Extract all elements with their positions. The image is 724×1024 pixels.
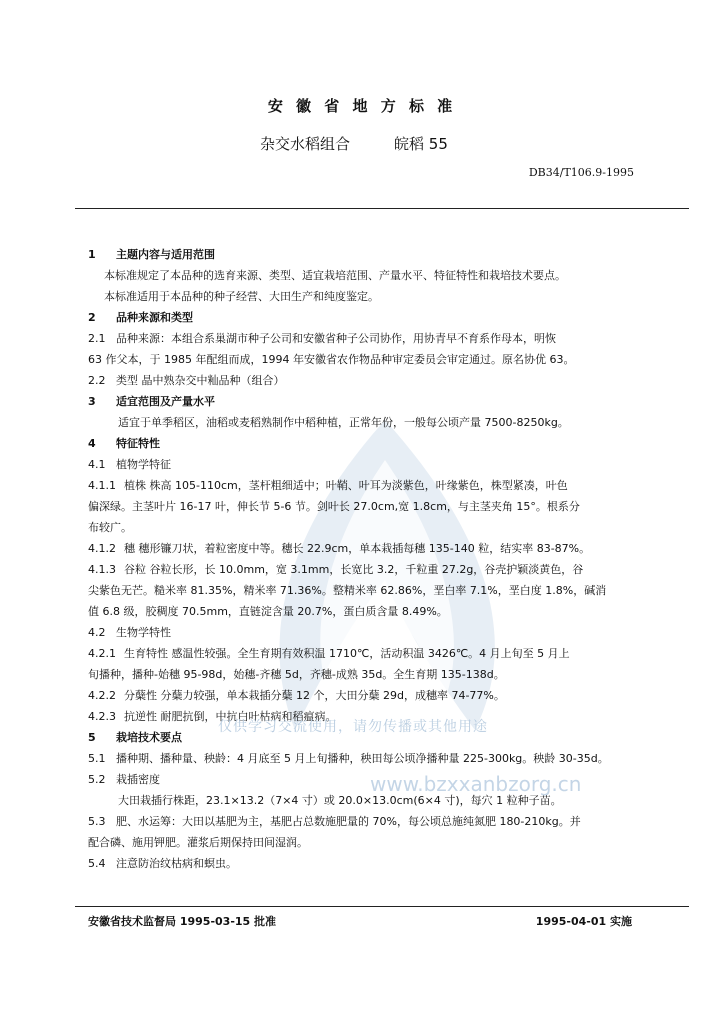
- body-line: [88, 811, 638, 832]
- clause-text: 播种期、播种量、秧龄：4 月底至 5 月上旬播种，秧田每公顷净播种量 225-300kg。秧龄 30-35d。: [116, 752, 609, 765]
- clause-number: 2.1: [88, 332, 106, 345]
- body-line: [88, 349, 638, 370]
- section-heading: [88, 433, 638, 454]
- body-line: [88, 475, 638, 496]
- clause-number: 5.2: [88, 773, 106, 786]
- clause-text: 生育特性 感温性较强。全生育期有效积温 1710℃，活动积温 3426℃。4 月上旬至 5 月上: [124, 647, 570, 660]
- clause-text: 旬播种，播种-始穗 95-98d，始穗-齐穗 5d，齐穗-成熟 35d。全生育期 135-138d。: [88, 668, 505, 681]
- body-line: [88, 286, 638, 307]
- clause-number: 2.2: [88, 374, 106, 387]
- clause-text: 栽插密度: [116, 773, 160, 786]
- body-line: [88, 370, 638, 391]
- watermark-url: www.bzxxanbzorg.cn: [370, 772, 582, 796]
- clause-number: 4.1.1: [88, 479, 116, 492]
- clause-text: 配合磷、施用钾肥。灌浆后期保持田间湿润。: [88, 836, 308, 849]
- clause-text: 值 6.8 级，胶稠度 70.5mm，直链淀含量 20.7%，蛋白质含量 8.49%。: [88, 605, 448, 618]
- clause-number: 4.2.1: [88, 647, 116, 660]
- clause-number: 5.4: [88, 857, 106, 870]
- clause-text: 生物学特性: [116, 626, 171, 639]
- clause-text: 尖紫色无芒。糙米率 81.35%，精米率 71.36%。整精米率 62.86%，垩白率 7.1%，垩白度 1.8%，碱消: [88, 584, 607, 597]
- body-line: [88, 559, 638, 580]
- body-line: [88, 496, 638, 517]
- clause-number: 4.1.2: [88, 542, 116, 555]
- body-line: [88, 622, 638, 643]
- clause-number: 5.3: [88, 815, 106, 828]
- standard-title: 安 徽 省 地 方 标 准: [267, 97, 457, 115]
- body-line: [88, 454, 638, 475]
- body-line: [88, 517, 638, 538]
- clause-number: 4.1: [88, 458, 106, 471]
- variety-title: [260, 133, 448, 154]
- clause-text: 抗逆性 耐肥抗倒，中抗白叶枯病和稻瘟病。: [124, 710, 337, 723]
- body-line: [88, 580, 638, 601]
- body-line: [88, 643, 638, 664]
- clause-text: 谷粒 谷粒长形，长 10.0mm，宽 3.1mm，长宽比 3.2，千粒重 27.2g，谷壳护颖淡黄色，谷: [124, 563, 584, 576]
- clause-text: 本标准适用于本品种的种子经营、大田生产和纯度鉴定。: [104, 290, 379, 303]
- clause-number: 5: [88, 731, 96, 744]
- document-number: DB34/T106.9-1995: [528, 166, 634, 179]
- clause-text: 适宜范围及产量水平: [116, 395, 215, 408]
- clause-text: 品种来源：本组合系巢湖市种子公司和安徽省种子公司协作，用协青早不育系作母本，明恢: [116, 332, 556, 345]
- body-line: [88, 664, 638, 685]
- watermark-text: 仅供学习交流使用，请勿传播或其他用途: [218, 719, 488, 735]
- variety-subtitle: 杂交水稻组合: [260, 135, 351, 153]
- body-line: [88, 601, 638, 622]
- clause-text: 大田栽插行株距，23.1×13.2（7×4 寸）或 20.0×13.0cm(6×4 寸)，每穴 1 粒种子苗。: [118, 794, 562, 807]
- clause-number: 4.2.3: [88, 710, 116, 723]
- variety-name: 皖稻 55: [394, 135, 448, 153]
- body-line: [88, 853, 638, 874]
- clause-text: 63 作父本，于 1985 年配组而成，1994 年安徽省农作物品种审定委员会审定通过。原名协优 63。: [88, 353, 575, 366]
- clause-text: 适宜于单季稻区，油稻或麦稻熟制作中稻种植，正常年份，一般每公顷产量 7500-8250kg。: [118, 416, 569, 429]
- clause-number: 1: [88, 248, 96, 261]
- clause-text: 注意防治纹枯病和螟虫。: [116, 857, 237, 870]
- clause-number: 3: [88, 395, 96, 408]
- footer-divider: [75, 906, 689, 907]
- clause-text: 本标准规定了本品种的选育来源、类型、适宜栽培范围、产量水平、特征特性和栽培技术要点。: [104, 269, 566, 282]
- clause-number: 4.2: [88, 626, 106, 639]
- approval-note: 安徽省技术监督局 1995-03-15 批准: [88, 915, 277, 928]
- section-heading: [88, 307, 638, 328]
- body-line: [88, 538, 638, 559]
- clause-text: 布较广。: [88, 521, 132, 534]
- clause-text: 穗 穗形镰刀状，着粒密度中等。穗长 22.9cm，单本栽插每穗 135-140 粒，结实率 83-87%。: [124, 542, 591, 555]
- clause-number: 4.2.2: [88, 689, 116, 702]
- clause-number: 4.1.3: [88, 563, 116, 576]
- clause-text: 栽培技术要点: [116, 731, 182, 744]
- clause-text: 特征特性: [116, 437, 160, 450]
- header-divider: [75, 208, 689, 209]
- body-line: [88, 328, 638, 349]
- section-heading: [88, 391, 638, 412]
- clause-number: 5.1: [88, 752, 106, 765]
- clause-text: 分蘖性 分蘖力较强，单本栽插分蘖 12 个，大田分蘖 29d，成穗率 74-77%。: [124, 689, 505, 702]
- clause-number: 2: [88, 311, 96, 324]
- body-line: [88, 748, 638, 769]
- clause-text: 品种来源和类型: [116, 311, 193, 324]
- body-line: [88, 412, 638, 433]
- clause-text: 偏深绿。主茎叶片 16-17 叶，伸长节 5-6 节。剑叶长 27.0cm,宽 1.8cm，与主茎夹角 15°。根系分: [88, 500, 580, 513]
- clause-text: 主题内容与适用范围: [116, 248, 215, 261]
- clause-number: 4: [88, 437, 96, 450]
- clause-text: 植物学特征: [116, 458, 171, 471]
- clause-text: 类型 晶中熟杂交中籼品种（组合）: [116, 374, 285, 387]
- body-line: [88, 685, 638, 706]
- implementation-date: 1995-04-01 实施: [535, 915, 632, 928]
- section-heading: [88, 244, 638, 265]
- clause-text: 肥、水运筹：大田以基肥为主，基肥占总数施肥量的 70%，每公顷总施纯氮肥 180-210kg。并: [116, 815, 581, 828]
- clause-text: 植株 株高 105-110cm，茎杆粗细适中；叶鞘、叶耳为淡紫色，叶缘紫色，株型紧凑，叶色: [124, 479, 568, 492]
- body-line: [88, 832, 638, 853]
- body-line: [88, 265, 638, 286]
